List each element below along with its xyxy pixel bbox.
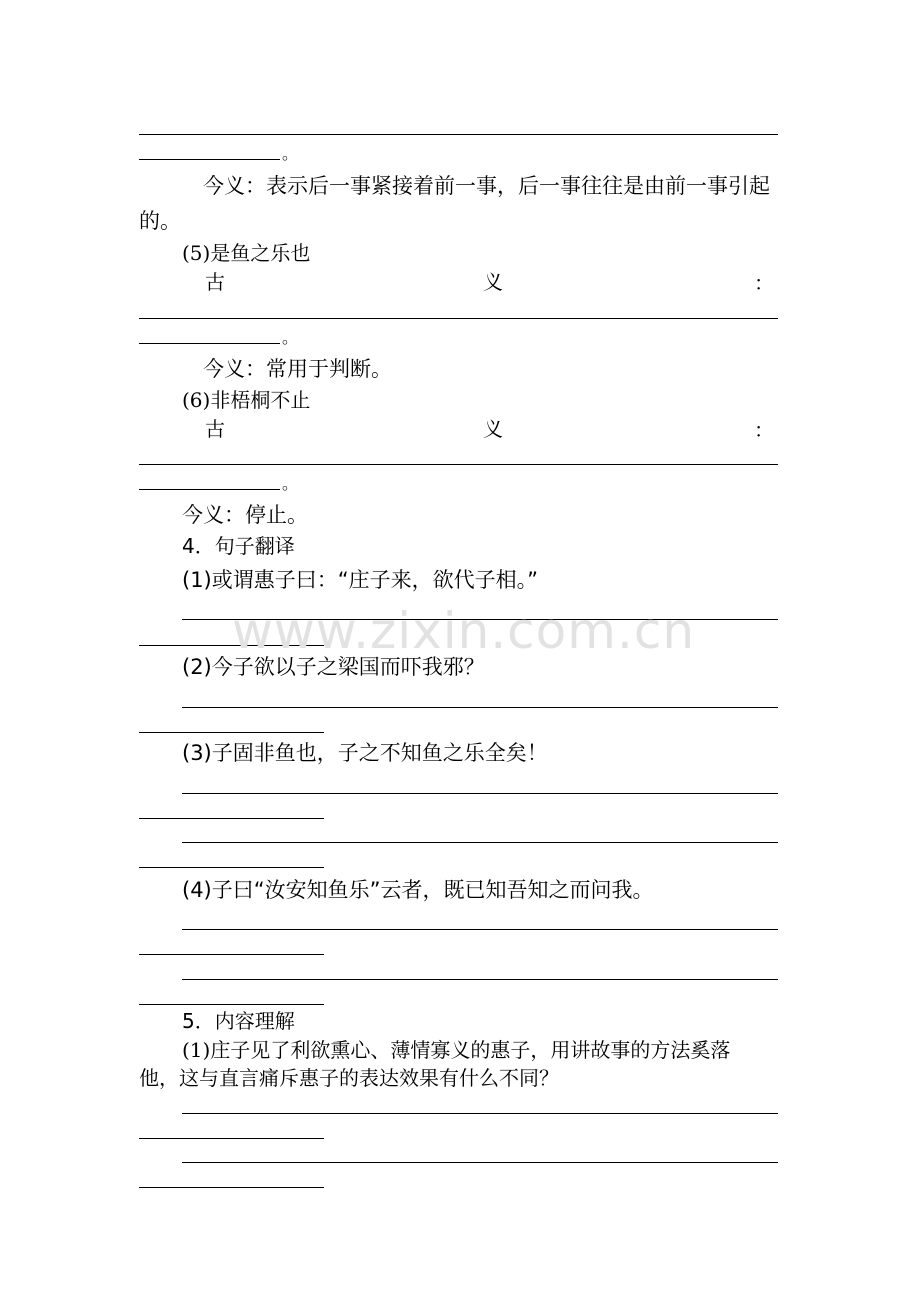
answer-line-short bbox=[139, 732, 324, 733]
ancient-label: 古 bbox=[205, 417, 225, 441]
answer-line-short bbox=[139, 818, 324, 819]
answer-line bbox=[182, 1162, 778, 1163]
ancient-label: 古 bbox=[205, 270, 225, 294]
translate-q2: (2)今子欲以子之梁国而吓我邪？ bbox=[182, 655, 485, 679]
colon-mark: ： bbox=[754, 271, 774, 295]
answer-line-short bbox=[139, 1138, 324, 1139]
answer-line bbox=[139, 134, 778, 135]
modern-meaning-4: 今义：表示后一事紧接着前一事，后一事往往是由前一事引起 bbox=[203, 174, 770, 198]
colon-mark: ： bbox=[754, 418, 774, 442]
modern-meaning-6: 今义：停止。 bbox=[182, 503, 308, 527]
translate-q1: (1)或谓惠子曰：“庄子来，欲代子相。” bbox=[182, 568, 539, 592]
translate-q4: (4)子曰“汝安知鱼乐”云者，既已知吾知之而问我。 bbox=[182, 878, 654, 902]
answer-line bbox=[182, 979, 778, 980]
answer-line-short bbox=[139, 489, 280, 490]
answer-line bbox=[182, 1113, 778, 1114]
translate-q3: (3)子固非鱼也，子之不知鱼之乐全矣！ bbox=[182, 741, 548, 765]
answer-line-short bbox=[139, 954, 324, 955]
understanding-q1-line2: 他，这与直言痛斥惠子的表达效果有什么不同？ bbox=[139, 1066, 559, 1090]
period-mark: 。 bbox=[282, 144, 299, 163]
answer-line-short bbox=[139, 343, 280, 344]
answer-line bbox=[182, 929, 778, 930]
answer-line bbox=[139, 464, 778, 465]
period-mark: 。 bbox=[282, 328, 299, 347]
answer-line bbox=[182, 707, 778, 708]
item-5-label: (5)是鱼之乐也 bbox=[182, 241, 311, 265]
period-mark: 。 bbox=[282, 474, 299, 493]
modern-meaning-5: 今义：常用于判断。 bbox=[203, 357, 392, 381]
modern-meaning-4-tail: 的。 bbox=[139, 209, 181, 233]
answer-line bbox=[182, 842, 778, 843]
meaning-label: 义 bbox=[483, 417, 503, 441]
answer-line bbox=[139, 318, 778, 319]
answer-line-short bbox=[139, 1187, 324, 1188]
site-watermark: www.zixin.com.cn bbox=[232, 602, 696, 660]
section-4-title: 4．句子翻译 bbox=[182, 534, 295, 558]
answer-line-short bbox=[139, 1004, 324, 1005]
meaning-label: 义 bbox=[483, 270, 503, 294]
answer-line-short bbox=[139, 867, 324, 868]
section-5-title: 5．内容理解 bbox=[182, 1009, 295, 1033]
answer-line bbox=[182, 793, 778, 794]
answer-line-short bbox=[139, 159, 280, 160]
understanding-q1-line1: (1)庄子见了利欲熏心、薄情寡义的惠子，用讲故事的方法奚落 bbox=[182, 1038, 731, 1062]
item-6-label: (6)非梧桐不止 bbox=[182, 388, 311, 412]
